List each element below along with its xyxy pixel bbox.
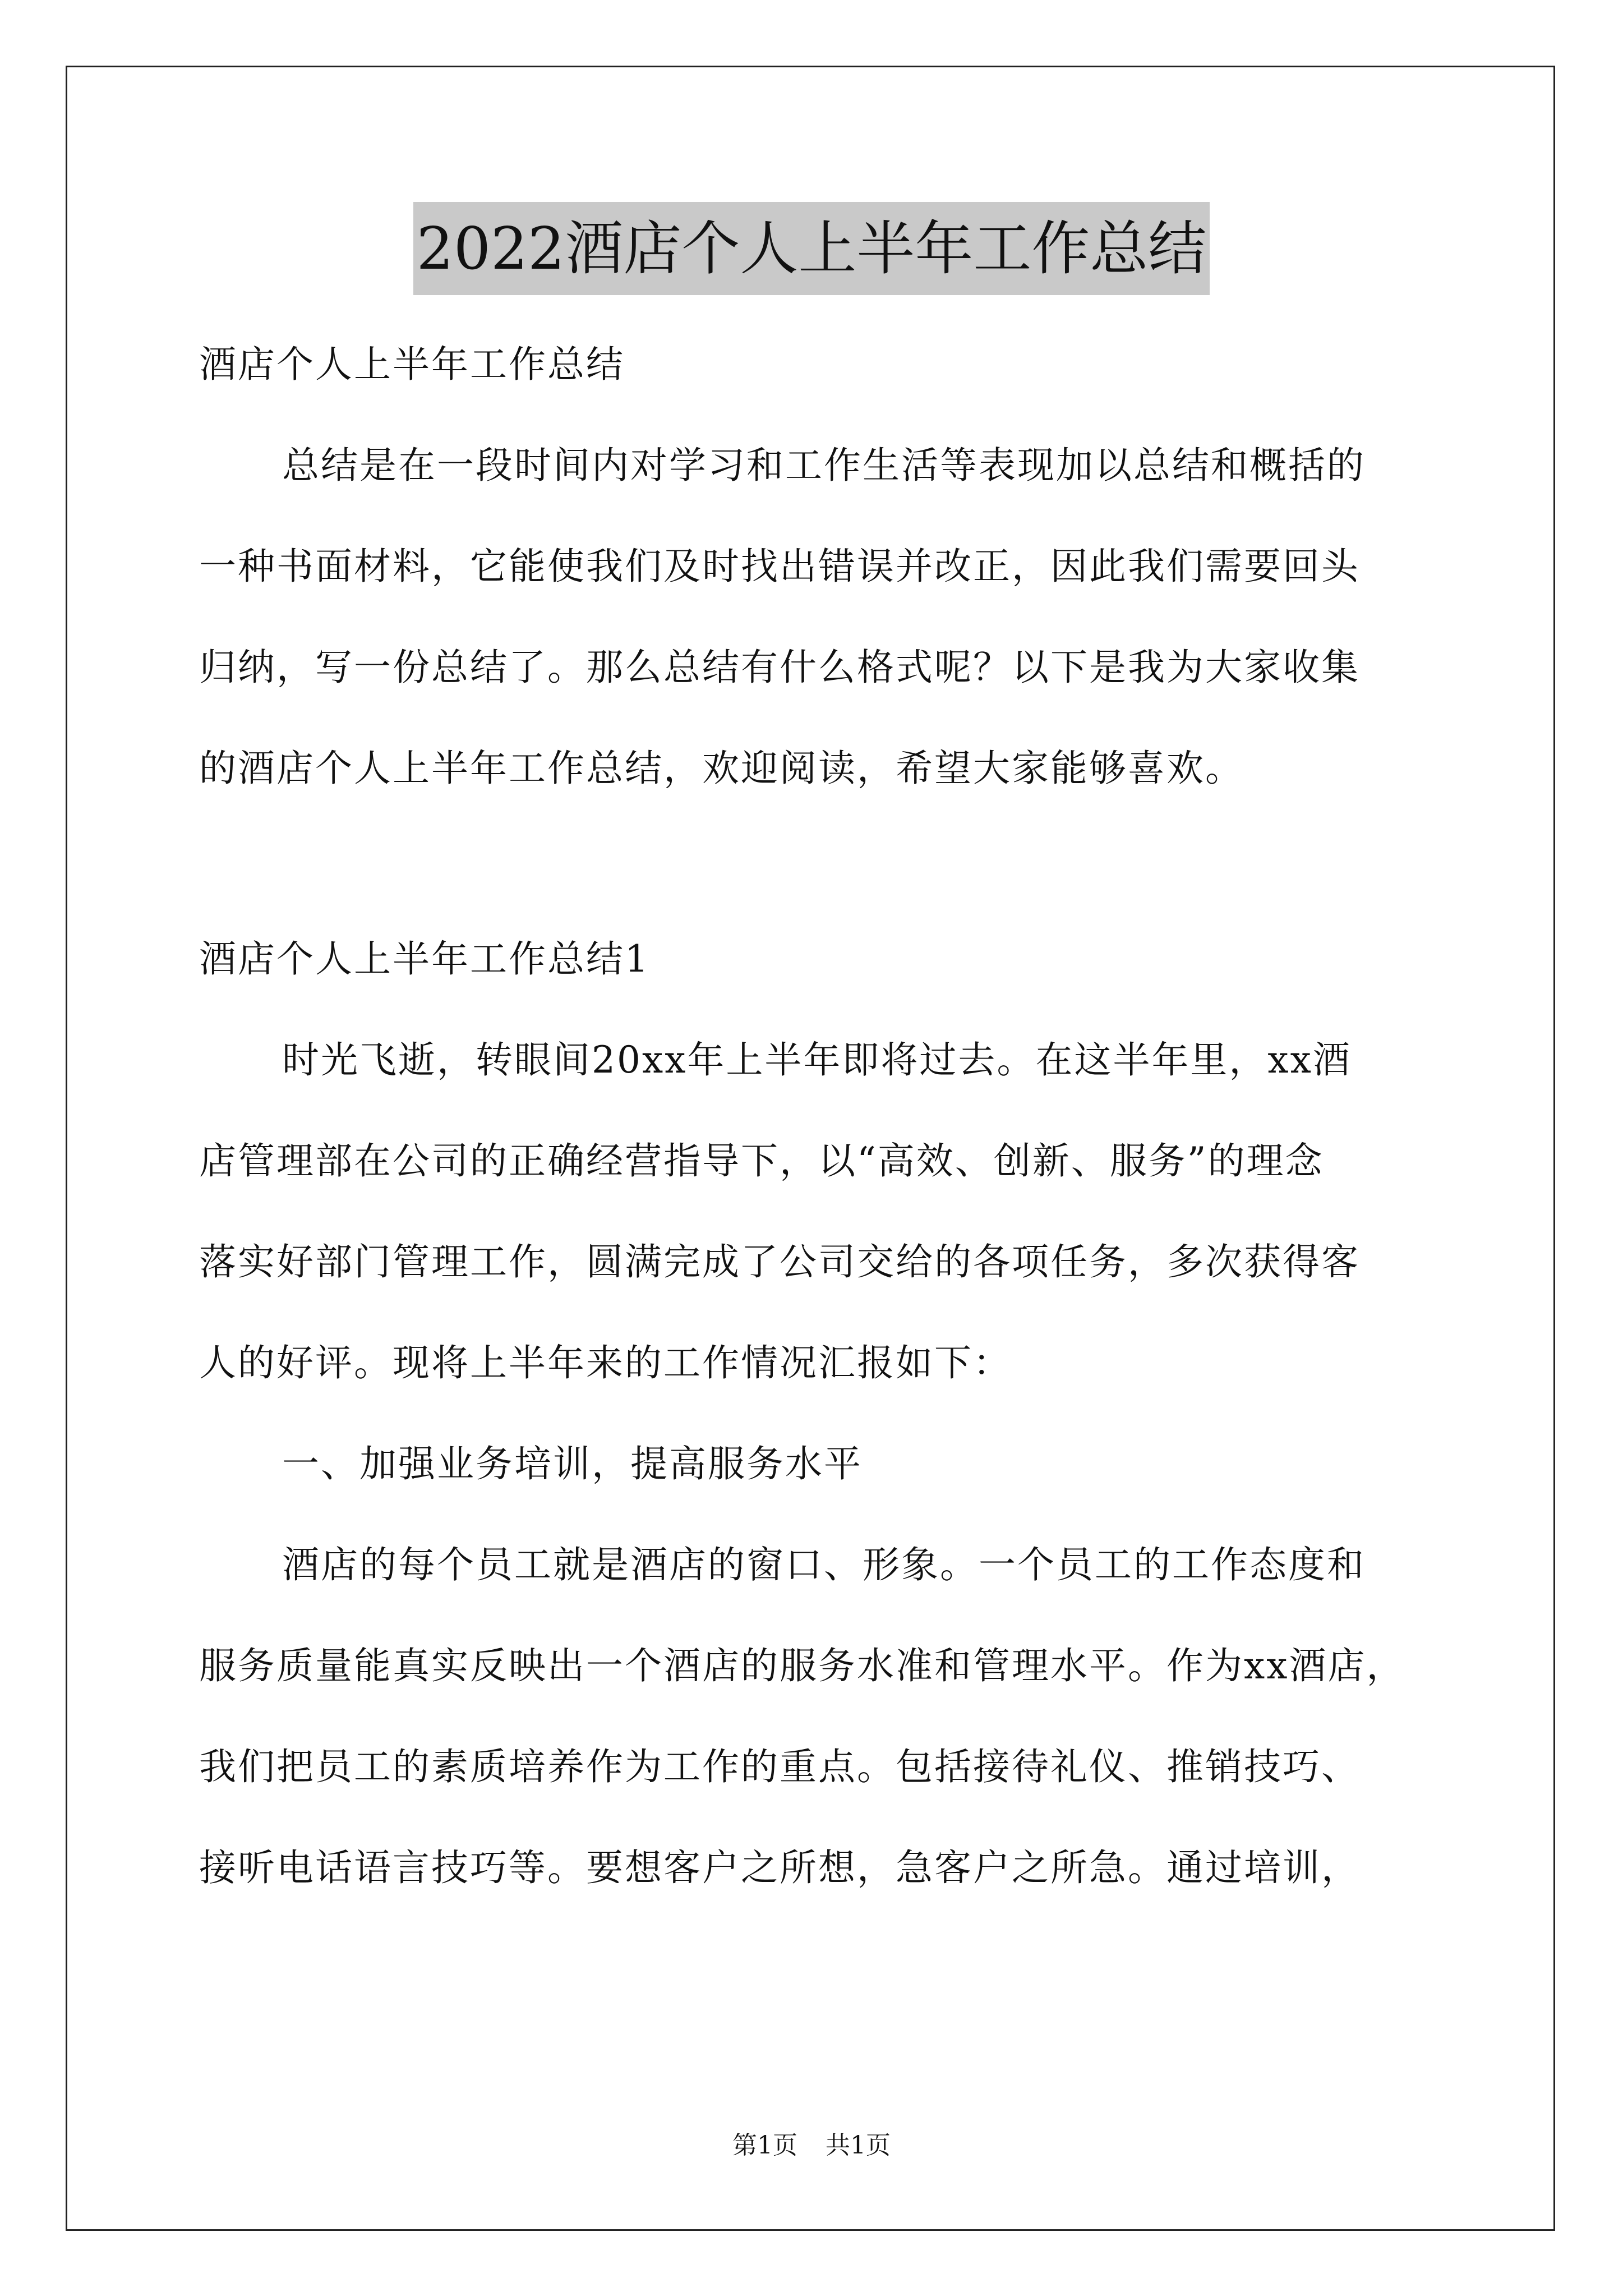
point1-line-4: 接听电话语言技巧等。要想客户之所想，急客户之所急。通过培训， bbox=[199, 1846, 1360, 1889]
document-body bbox=[199, 314, 1427, 1918]
point1-line-2: 服务质量能真实反映出一个酒店的服务水准和管理水平。作为xx酒店， bbox=[199, 1644, 1405, 1687]
point1-line-1: 酒店的每个员工就是酒店的窗口、形象。一个员工的工作态度和 bbox=[282, 1543, 1366, 1586]
section1-line-1: 时光飞逝，转眼间20xx年上半年即将过去。在这半年里，xx酒 bbox=[282, 1038, 1352, 1082]
point1-heading: 一、加强业务培训，提高服务水平 bbox=[282, 1442, 863, 1485]
section1-line-2: 店管理部在公司的正确经营指导下，以“高效、创新、服务”的理念 bbox=[199, 1139, 1324, 1182]
point1-line-3: 我们把员工的素质培养作为工作的重点。包括接待礼仪、推销技巧、 bbox=[199, 1745, 1360, 1788]
section1-heading: 酒店个人上半年工作总结1 bbox=[199, 937, 650, 981]
subtitle: 酒店个人上半年工作总结 bbox=[199, 343, 625, 386]
intro-line-3: 归纳，写一份总结了。那么总结有什么格式呢？以下是我为大家收集 bbox=[199, 646, 1360, 689]
page-number: 第1页 bbox=[732, 2131, 797, 2160]
section1-line-4: 人的好评。现将上半年来的工作情况汇报如下： bbox=[199, 1341, 1012, 1384]
page-footer bbox=[0, 2129, 1623, 2162]
section1-line-3: 落实好部门管理工作，圆满完成了公司交给的各项任务，多次获得客 bbox=[199, 1240, 1360, 1283]
intro-line-4: 的酒店个人上半年工作总结，欢迎阅读，希望大家能够喜欢。 bbox=[199, 747, 1244, 790]
title-area bbox=[0, 202, 1623, 295]
intro-line-1: 总结是在一段时间内对学习和工作生活等表现加以总结和概括的 bbox=[282, 444, 1366, 487]
page-total: 共1页 bbox=[826, 2131, 891, 2160]
section-spacer bbox=[199, 819, 1427, 909]
document-title: 2022酒店个人上半年工作总结 bbox=[413, 202, 1210, 295]
intro-line-2: 一种书面材料，它能使我们及时找出错误并改正，因此我们需要回头 bbox=[199, 545, 1360, 588]
